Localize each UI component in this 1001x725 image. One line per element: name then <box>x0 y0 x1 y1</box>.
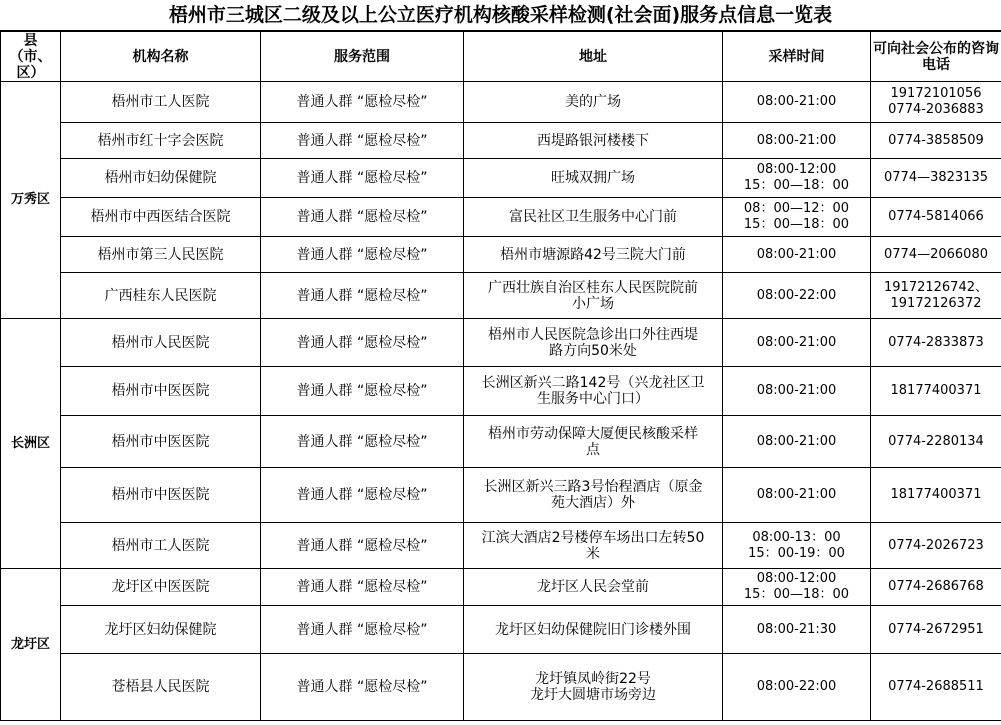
header-address: 地址 <box>464 32 723 82</box>
table-row <box>1 654 1001 721</box>
address-cell <box>464 82 723 123</box>
time-line: 08:00-22:00 <box>756 287 837 303</box>
time-line: 08：00—12：00 <box>743 201 850 216</box>
time-cell <box>723 523 871 569</box>
phone-cell <box>871 468 1001 523</box>
table-body <box>1 82 1001 721</box>
scope-cell: 普通人群 “愿检尽检” <box>261 198 464 237</box>
address-cell <box>464 237 723 273</box>
scope-cell: 普通人群 “愿检尽检” <box>261 273 464 319</box>
table-row <box>1 416 1001 468</box>
scope-cell: 普通人群 “愿检尽检” <box>261 523 464 569</box>
institution-cell: 梧州市红十字会医院 <box>61 123 261 159</box>
scope-cell: 普通人群 “愿检尽检” <box>261 654 464 721</box>
address-cell <box>464 367 723 416</box>
phone-line: 0774-2833873 <box>888 334 984 350</box>
address-cell <box>464 606 723 654</box>
table-row <box>1 237 1001 273</box>
address-cell <box>464 319 723 367</box>
header-institution: 机构名称 <box>61 32 261 82</box>
time-cell <box>723 367 871 416</box>
time-line: 08:00-21:00 <box>756 487 837 502</box>
phone-cell <box>871 654 1001 721</box>
institution-cell: 梧州市人民医院 <box>61 319 261 367</box>
address-line: 长洲区新兴二路142号（兴龙社区卫 <box>481 375 705 391</box>
address-cell <box>464 416 723 468</box>
institution-cell: 梧州市第三人民医院 <box>61 237 261 273</box>
time-line: 08:00-21:00 <box>756 132 837 148</box>
table-row <box>1 367 1001 416</box>
address-cell <box>464 198 723 237</box>
time-line: 15：00—18：00 <box>743 178 850 193</box>
table-row <box>1 523 1001 569</box>
institution-cell: 梧州市中医医院 <box>61 468 261 523</box>
table-row <box>1 82 1001 123</box>
address-cell <box>464 569 723 606</box>
table-row <box>1 198 1001 237</box>
address-line: 广西壮族自治区桂东人民医院院前 <box>488 279 698 296</box>
time-cell <box>723 654 871 721</box>
page-title: 梧州市三城区二级及以上公立医疗机构核酸采样检测(社会面)服务点信息一览表 <box>0 0 1001 31</box>
address-line: 龙圩大圆塘市场旁边 <box>530 687 656 703</box>
phone-cell <box>871 198 1001 237</box>
time-line: 08:00-21:00 <box>756 383 837 398</box>
address-line: 苑大酒店）外 <box>551 495 635 511</box>
county-cell: 长洲区 <box>1 319 61 569</box>
time-cell <box>723 319 871 367</box>
time-line: 15：00-19：00 <box>748 545 845 561</box>
phone-line: 0774-5814066 <box>888 209 984 224</box>
address-cell <box>464 654 723 721</box>
institution-cell: 广西桂东人民医院 <box>61 273 261 319</box>
address-line: 江滨大酒店2号楼停车场出口左转50 <box>481 529 705 546</box>
phone-line: 0774-2036883 <box>888 102 984 117</box>
header-county: 县（市、区） <box>1 32 61 82</box>
phone-cell <box>871 569 1001 606</box>
phone-line: 0774-2026723 <box>888 537 984 553</box>
address-line: 龙圩区妇幼保健院旧门诊楼外围 <box>495 621 691 638</box>
time-line: 15：00—18：00 <box>743 217 850 232</box>
phone-line: 0774—3823135 <box>884 170 988 185</box>
phone-line: 0774-2672951 <box>888 621 984 637</box>
phone-cell <box>871 82 1001 123</box>
table-row <box>1 319 1001 367</box>
institution-cell: 龙圩区中医医院 <box>61 569 261 606</box>
time-line: 08:00-21:00 <box>756 246 837 262</box>
header-row <box>1 32 1001 82</box>
phone-line: 0774-2280134 <box>888 433 984 449</box>
scope-cell: 普通人群 “愿检尽检” <box>261 319 464 367</box>
phone-line: 19172126742、 <box>884 279 988 295</box>
time-line: 08:00-12:00 <box>756 162 837 177</box>
phone-cell <box>871 606 1001 654</box>
address-line: 梧州市塘源路42号三院大门前 <box>500 246 686 263</box>
table-row <box>1 606 1001 654</box>
institution-cell: 梧州市中医医院 <box>61 367 261 416</box>
scope-cell: 普通人群 “愿检尽检” <box>261 159 464 198</box>
address-cell <box>464 468 723 523</box>
time-line: 08:00-21:00 <box>756 334 837 350</box>
service-point-table <box>0 31 1001 721</box>
institution-cell: 梧州市工人医院 <box>61 523 261 569</box>
scope-cell: 普通人群 “愿检尽检” <box>261 367 464 416</box>
phone-cell <box>871 367 1001 416</box>
table-row <box>1 569 1001 606</box>
phone-line: 0774—2066080 <box>884 246 988 262</box>
time-line: 08:00-22:00 <box>756 679 837 694</box>
time-cell <box>723 198 871 237</box>
time-cell <box>723 468 871 523</box>
phone-line: 0774-2686768 <box>888 579 984 594</box>
address-line: 路方向50米处 <box>549 342 637 359</box>
time-cell <box>723 159 871 198</box>
address-cell <box>464 123 723 159</box>
address-line: 旺城双拥广场 <box>551 170 635 186</box>
time-line: 15：00—18：00 <box>743 587 850 602</box>
header-phone: 可向社会公布的咨询电话 <box>871 32 1001 82</box>
address-line: 龙圩镇凤岭街22号 <box>535 671 651 687</box>
phone-cell <box>871 123 1001 159</box>
address-line: 富民社区卫生服务中心门前 <box>509 209 677 225</box>
address-line: 生服务中心门口） <box>537 391 649 407</box>
address-line: 龙圩区人民会堂前 <box>537 579 649 595</box>
time-cell <box>723 606 871 654</box>
address-line: 长洲区新兴三路3号怡程酒店（原金 <box>483 479 703 495</box>
address-line: 美的广场 <box>565 94 621 110</box>
time-cell <box>723 82 871 123</box>
scope-cell: 普通人群 “愿检尽检” <box>261 416 464 468</box>
address-cell <box>464 273 723 319</box>
phone-cell <box>871 319 1001 367</box>
table-row <box>1 468 1001 523</box>
address-line: 米 <box>586 545 600 562</box>
scope-cell: 普通人群 “愿检尽检” <box>261 606 464 654</box>
address-line: 西堤路银河楼楼下 <box>537 132 649 149</box>
phone-cell <box>871 237 1001 273</box>
time-line: 08:00-21:30 <box>756 621 837 637</box>
table-row <box>1 273 1001 319</box>
scope-cell: 普通人群 “愿检尽检” <box>261 468 464 523</box>
time-line: 08:00-21:00 <box>756 94 837 109</box>
phone-line: 19172126372 <box>890 295 982 311</box>
address-line: 梧州市人民医院急诊出口外往西堤 <box>488 326 698 343</box>
institution-cell: 苍梧县人民医院 <box>61 654 261 721</box>
phone-cell <box>871 523 1001 569</box>
time-cell <box>723 416 871 468</box>
address-line: 点 <box>586 441 600 458</box>
address-cell <box>464 523 723 569</box>
phone-line: 0774-2688511 <box>888 679 984 694</box>
time-cell <box>723 237 871 273</box>
time-line: 08:00-21:00 <box>756 433 837 449</box>
county-cell: 龙圩区 <box>1 569 61 721</box>
address-line: 梧州市劳动保障大厦便民核酸采样 <box>488 425 698 442</box>
scope-cell: 普通人群 “愿检尽检” <box>261 569 464 606</box>
time-cell <box>723 273 871 319</box>
address-cell <box>464 159 723 198</box>
institution-cell: 龙圩区妇幼保健院 <box>61 606 261 654</box>
institution-cell: 梧州市中医医院 <box>61 416 261 468</box>
phone-cell <box>871 273 1001 319</box>
time-cell <box>723 123 871 159</box>
phone-line: 18177400371 <box>890 487 982 502</box>
scope-cell: 普通人群 “愿检尽检” <box>261 123 464 159</box>
time-line: 08:00-13：00 <box>752 529 841 545</box>
county-cell: 万秀区 <box>1 82 61 319</box>
address-line: 小广场 <box>572 295 614 312</box>
phone-cell <box>871 159 1001 198</box>
scope-cell: 普通人群 “愿检尽检” <box>261 237 464 273</box>
institution-cell: 梧州市中西医结合医院 <box>61 198 261 237</box>
header-time: 采样时间 <box>723 32 871 82</box>
table-row <box>1 123 1001 159</box>
phone-line: 19172101056 <box>890 86 982 101</box>
scope-cell: 普通人群 “愿检尽检” <box>261 82 464 123</box>
time-cell <box>723 569 871 606</box>
phone-cell <box>871 416 1001 468</box>
header-scope: 服务范围 <box>261 32 464 82</box>
institution-cell: 梧州市工人医院 <box>61 82 261 123</box>
table-row <box>1 159 1001 198</box>
institution-cell: 梧州市妇幼保健院 <box>61 159 261 198</box>
phone-line: 0774-3858509 <box>888 132 984 148</box>
phone-line: 18177400371 <box>890 383 982 398</box>
time-line: 08:00-12:00 <box>756 571 837 586</box>
